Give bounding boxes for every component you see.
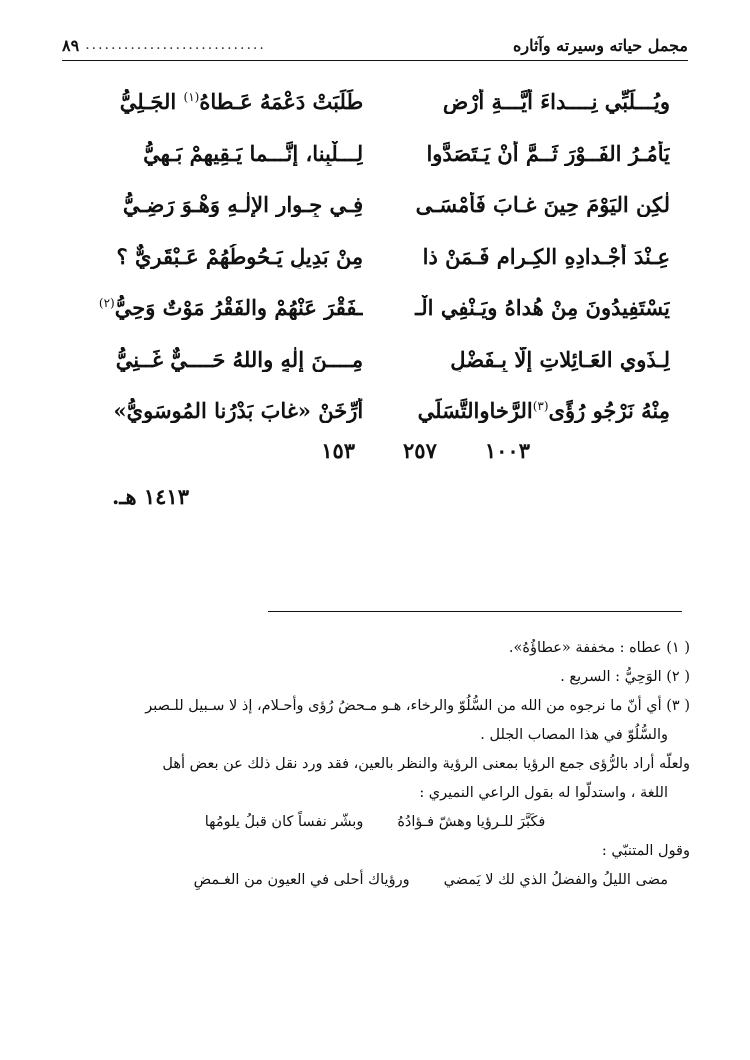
footnote-3-line-1: ( ٣) أي أنّ ما نرجوه من الله من السُّلُوّ والرخاء، هـو مـحضُ رُؤى وأحـلام، إذ لا سـبيل للـصبر [145, 698, 690, 714]
verse-7-first-text: مِنْهُ نَرْجُو رُؤًى [548, 398, 670, 424]
quoted-verse-2-first: مضى الليلُ والفضلُ الذي لك لا يَمضي [443, 872, 668, 888]
footnote-3-line-5: وقول المتنبّي : [601, 843, 690, 859]
verse-1-second-hemistich [80, 89, 363, 114]
running-title: مجمل حياته وسيرته وآثاره [512, 35, 688, 55]
poem [80, 76, 670, 437]
verse-1 [80, 76, 670, 128]
footnotes [60, 634, 690, 895]
verse-6-second-hemistich: مِــــنَ إِلٰهٍ واللهُ حَــــيٌّ غَــنِيُّ [115, 346, 364, 372]
verse-4-second-hemistich: مِنْ بَدِيلٍ يَـحُوطُهُمْ عَـبْقَرِيٌّ ؟ [116, 243, 364, 269]
verse-7-first-tail: الرَّخاوالتَّسَلِّي [417, 398, 533, 424]
verse-4-first-hemistich: عِـنْدَ أَجْـدادِهِ الكِـرامِ فَـمَنْ ذا [422, 243, 670, 269]
verse-3-second-hemistich: فِـي جِـوارِ الإِلٰـهِ وَهْـوَ رَضِـيُّ [122, 192, 364, 218]
verse-7-first-hemistich [387, 398, 670, 423]
verse-4 [80, 231, 670, 283]
verse-7-second-hemistich: أَرِّخَنْ «غابَ بَدْرُنا المُوسَوِيُّ» [113, 398, 364, 424]
footnote-3-line-4: اللغة ، واستدلّوا له بقول الراعي النميري : [419, 785, 668, 801]
verse-3-first-hemistich: لٰكِنِ اليَوْمَ حِينَ غـابَ فَأَمْسَـى [415, 192, 670, 218]
footnote-rule [268, 611, 682, 612]
verse-1-second-tail: الجَـلِيُّ [119, 89, 184, 115]
footnote-1: ( ١) عطاه : مخففة «عطاؤُهُ». [508, 640, 690, 656]
quoted-verse-2 [60, 866, 690, 895]
footnote-3-line-2: والسُّلُوّ في هذا المصاب الجلل . [480, 727, 668, 743]
footnote-ref-1: (١) [183, 90, 200, 105]
verse-2 [80, 128, 670, 180]
footnote-ref-3: (٣) [532, 399, 549, 414]
verse-1-second-text: طَلَبَتْ دَعْمَهُ عَـطاهُ [199, 89, 364, 115]
tally-value: ١٥٣ [321, 438, 356, 463]
page-number: ٨٩ [62, 35, 80, 55]
verse-5-first-hemistich: يَسْتَفِيدُونَ مِنْ هُداهُ ويَـنْفِي الْـ [415, 295, 670, 321]
verse-2-first-hemistich: يَأْمُـرُ الفَــوْرَ ثَــمَّ أَنْ يَـتَصَدَّوا [426, 140, 670, 166]
tally-value: ٢٥٧ [403, 438, 437, 463]
hijri-date: ١٤١٣ هـ. [112, 484, 189, 509]
quoted-verse-1-second: وبشّر نفساً كان قبلُ يلومُها [204, 814, 364, 830]
verse-1-first-hemistich: ويُـــلَبِّي نِــــداءَ أَيَّـــةِ أَرْضٍ [442, 89, 670, 115]
verse-5-second-text: ـفَقْرَ عَنْهُمْ والفَقْرُ مَوْتٌ وَحِيُّ [114, 295, 364, 321]
tally-value: ١٠٠٣ [484, 438, 530, 463]
footnote-2: ( ٢) الوَحِيُّ : السريع . [560, 669, 690, 685]
chronogram-tally [321, 438, 530, 463]
verse-5-second-hemistich [80, 295, 363, 320]
verse-5 [80, 282, 670, 334]
footnote-ref-2: (٢) [98, 296, 115, 311]
quoted-verse-1-first: فكَبَّرَ للـرؤيا وهشّ فـؤادُهُ [397, 814, 546, 830]
running-header [62, 30, 688, 60]
quoted-verse-1 [60, 808, 690, 837]
verse-6 [80, 334, 670, 386]
verse-7 [80, 385, 670, 437]
header-rule [62, 60, 688, 61]
quoted-verse-2-second: ورؤياك أحلى في العيون من الغـمضِ [193, 872, 410, 888]
leader-dots: ............................ [85, 37, 266, 53]
verse-3 [80, 179, 670, 231]
verse-2-second-hemistich: لِـــلْبِنا، إِنَّـــما يَـقِيهِمْ بَـهِيُّ [143, 140, 364, 166]
verse-6-first-hemistich: لِـذَوِي العَـائِلاتِ إِلَّا بِـفَضْلٍ [450, 346, 670, 372]
footnote-3-line-3: ولعلّه أراد بالرُّؤى جمع الرؤيا بمعنى الرؤية والنظر بالعين، فقد ورد نقل ذلك عن بعض أهل [162, 756, 690, 772]
